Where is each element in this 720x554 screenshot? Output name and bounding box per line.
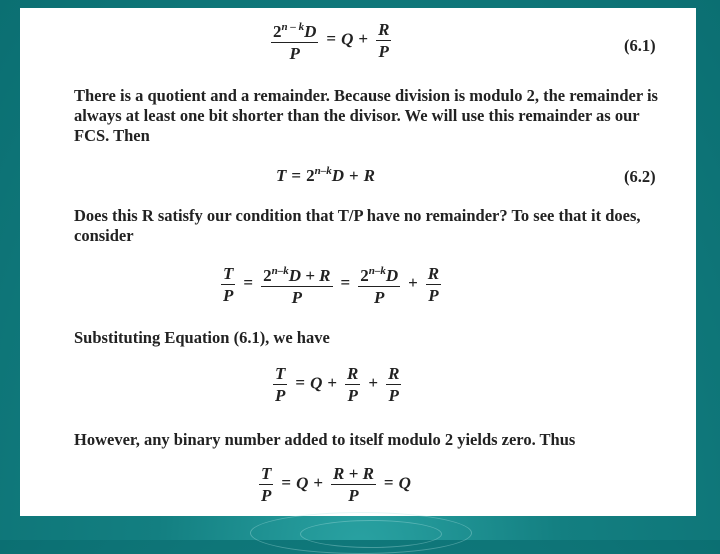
equals-sign: = <box>295 373 306 393</box>
denominator: P <box>223 286 234 305</box>
exponent: n–k <box>368 265 386 277</box>
equation-number: (6.1) <box>624 36 656 55</box>
exponent: n–k <box>271 265 289 277</box>
equation-substitution <box>270 364 404 405</box>
expression: D + R <box>288 266 331 285</box>
equals-sign: = <box>326 29 337 49</box>
equals-sign: = <box>340 273 351 293</box>
fraction <box>271 18 318 63</box>
equation-result <box>256 464 411 505</box>
fraction <box>386 364 401 405</box>
numerator: R <box>378 20 390 39</box>
fraction <box>358 262 400 307</box>
plus-sign: + <box>368 373 379 393</box>
variable: T <box>276 166 287 185</box>
equals-sign: = <box>243 273 254 293</box>
fraction <box>273 364 287 405</box>
document-page <box>20 8 696 516</box>
equation-6-1 <box>268 18 394 63</box>
denominator: P <box>373 288 385 307</box>
quotient-symbol: Q <box>296 473 309 493</box>
numerator: T <box>261 464 272 483</box>
paragraph: There is a quotient and a remainder. Because division is modulo 2, the remainder is always at least one bit shorter than the divisor. We will use this remainder as our FCS. Then <box>74 86 658 145</box>
numerator: T <box>275 364 286 383</box>
fraction <box>331 464 376 505</box>
numerator: R <box>347 364 359 383</box>
paragraph: Substituting Equation (6.1), we have <box>74 328 330 347</box>
plus-sign: + <box>327 373 338 393</box>
background-swirl <box>300 520 442 548</box>
plus-sign: + <box>358 29 369 49</box>
exponent: n – k <box>281 21 305 33</box>
denominator: P <box>291 288 302 307</box>
equals-sign: = <box>383 473 394 493</box>
variable: R <box>363 166 376 185</box>
variable: D <box>304 22 317 41</box>
denominator: P <box>347 386 358 405</box>
plus-sign: + <box>348 166 359 185</box>
denominator: P <box>348 486 359 505</box>
fraction <box>376 20 391 61</box>
equation-number: (6.2) <box>624 167 656 186</box>
equation-expansion <box>218 262 444 307</box>
quotient-symbol: Q <box>341 29 354 49</box>
numerator: R <box>427 264 440 283</box>
fraction <box>426 264 441 305</box>
plus-sign: + <box>408 273 418 293</box>
denominator: P <box>275 386 286 405</box>
fraction <box>261 262 332 307</box>
paragraph: Does this R satisfy our condition that T/P have no remainder? To see that it does, consider <box>74 206 641 245</box>
denominator: P <box>378 42 389 61</box>
quotient-symbol: Q <box>310 373 323 393</box>
equation-6-2 <box>276 165 375 186</box>
denominator: P <box>289 44 300 63</box>
result-symbol: Q <box>398 473 411 493</box>
denominator: P <box>388 386 399 405</box>
equals-sign: = <box>291 166 302 185</box>
base: 2 <box>263 266 272 285</box>
denominator: P <box>261 486 272 505</box>
base: 2 <box>360 266 369 285</box>
fraction <box>221 264 235 305</box>
variable: D <box>385 266 399 285</box>
base: 2 <box>306 166 315 185</box>
variable: D <box>331 166 344 185</box>
numerator: T <box>223 264 234 283</box>
numerator: R <box>388 364 400 383</box>
equals-sign: = <box>281 473 292 493</box>
fraction <box>345 364 360 405</box>
plus-sign: + <box>313 473 324 493</box>
numerator: R + R <box>333 464 374 483</box>
exponent: n–k <box>314 165 332 177</box>
paragraph: However, any binary number added to itself modulo 2 yields zero. Thus <box>74 430 576 449</box>
fraction <box>259 464 273 505</box>
denominator: P <box>428 286 439 305</box>
base: 2 <box>273 22 282 41</box>
